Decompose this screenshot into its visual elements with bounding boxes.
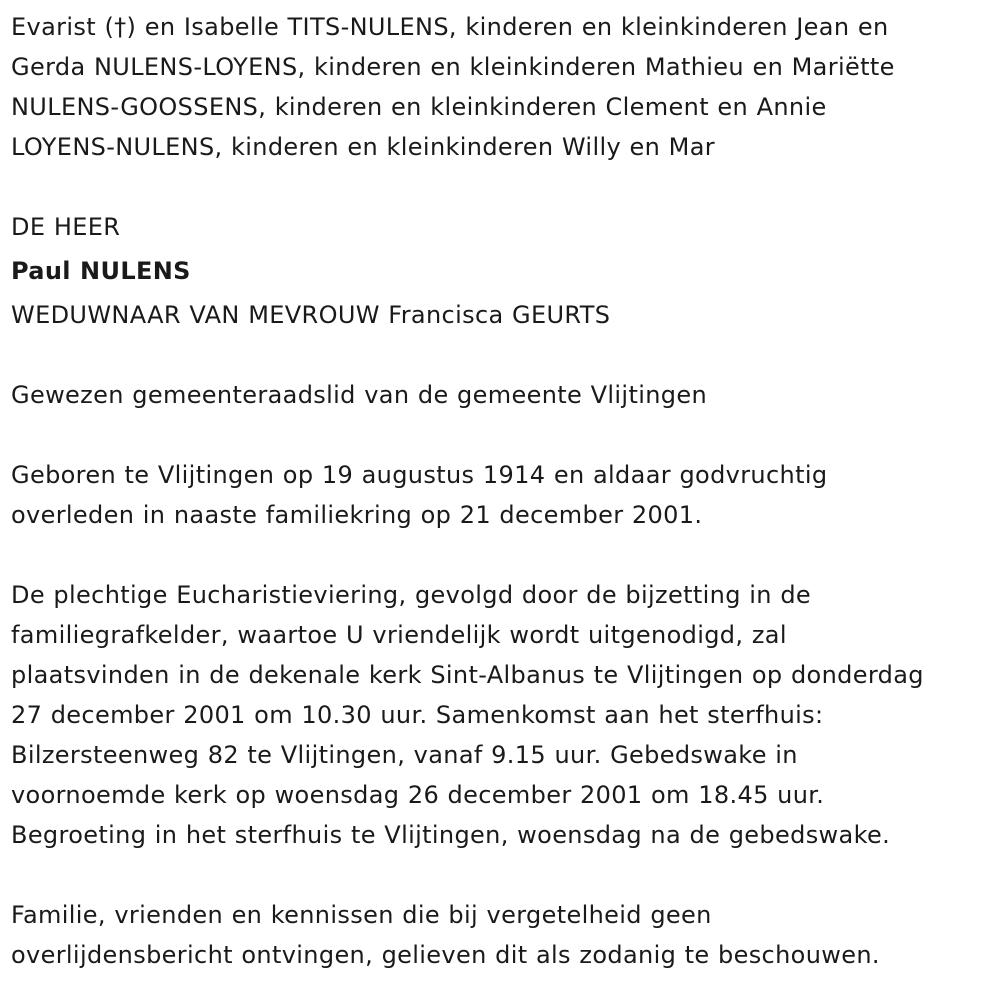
paragraph-line: overlijdensbericht ontvingen, gelieven dit als zodanig te beschouwen. xyxy=(11,941,880,969)
paragraph-line: overleden in naaste familiekring op 21 december 2001. xyxy=(11,501,703,529)
paragraph-line: De plechtige Eucharistieviering, gevolgd door de bijzetting in de xyxy=(11,581,812,609)
paragraph-line: Begroeting in het sterfhuis te Vlijtingen, woensdag na de gebedswake. xyxy=(11,821,891,849)
family-intro xyxy=(11,7,996,167)
spacer xyxy=(11,855,996,895)
spacer xyxy=(11,335,996,375)
title-prefix: DE HEER xyxy=(11,213,121,241)
spacer xyxy=(11,167,996,207)
birth-death-paragraph xyxy=(11,455,996,535)
closing-paragraph xyxy=(11,895,996,975)
widower-line: WEDUWNAAR VAN MEVROUW Francisca GEURTS xyxy=(11,301,611,329)
paragraph-line: voornoemde kerk op woensdag 26 december 2001 om 18.45 uur. xyxy=(11,781,825,809)
paragraph-line: Bilzersteenweg 82 te Vlijtingen, vanaf 9.15 uur. Gebedswake in xyxy=(11,741,798,769)
obituary-notice xyxy=(11,7,996,975)
paragraph-line: Familie, vrienden en kennissen die bij vergetelheid geen xyxy=(11,901,712,929)
intro-line: Evarist (†) en Isabelle TITS-NULENS, kinderen en kleinkinderen Jean en xyxy=(11,13,889,41)
ceremony-paragraph xyxy=(11,575,996,855)
paragraph-line: plaatsvinden in de dekenale kerk Sint-Albanus te Vlijtingen op donderdag xyxy=(11,661,924,689)
paragraph-line: familiegrafkelder, waartoe U vriendelijk wordt uitgenodigd, zal xyxy=(11,621,787,649)
spacer xyxy=(11,415,996,455)
deceased-name: Paul NULENS xyxy=(11,257,191,285)
intro-line: Gerda NULENS-LOYENS, kinderen en kleinkinderen Mathieu en Mariëtte xyxy=(11,53,895,81)
intro-line: LOYENS-NULENS, kinderen en kleinkinderen Willy en Mar xyxy=(11,133,716,161)
paragraph-line: 27 december 2001 om 10.30 uur. Samenkomst aan het sterfhuis: xyxy=(11,701,824,729)
role-line: Gewezen gemeenteraadslid van de gemeente Vlijtingen xyxy=(11,381,708,409)
spacer xyxy=(11,535,996,575)
paragraph-line: Geboren te Vlijtingen op 19 augustus 1914 en aldaar godvruchtig xyxy=(11,461,828,489)
intro-line: NULENS-GOOSSENS, kinderen en kleinkinderen Clement en Annie xyxy=(11,93,827,121)
